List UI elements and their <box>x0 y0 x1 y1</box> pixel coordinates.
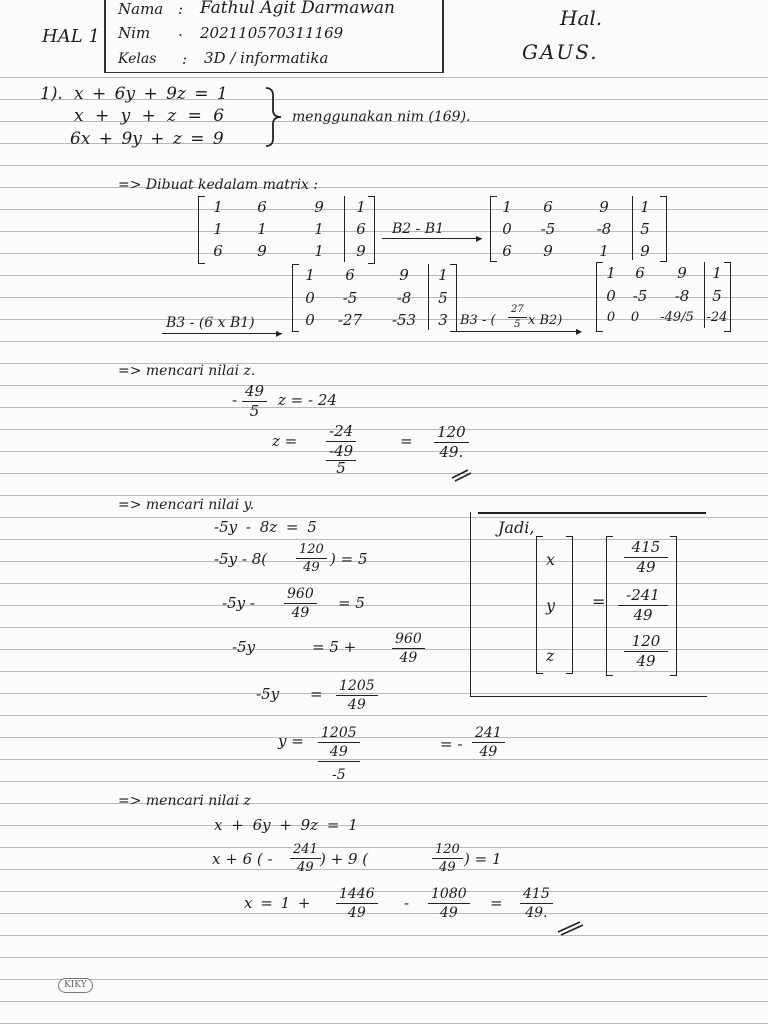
find-y-title: => mencari nilai y. <box>118 497 255 513</box>
matrix-1-separator <box>344 196 345 262</box>
class-value: 3D / informatika <box>204 49 329 67</box>
name-colon: : <box>178 0 184 18</box>
operation-1: B2 - B1 <box>392 221 445 237</box>
find-y-line6-equals: = - <box>440 735 463 753</box>
find-x-line2-pre: x + 6 ( - <box>212 850 273 868</box>
operation-1-arrow <box>382 238 482 239</box>
matrix-section-title: => Dibuat kedalam matrix : <box>118 177 319 193</box>
matrix-4-row-2: 0 -5 -8 5 <box>606 287 722 305</box>
find-y-line1: -5y - 8z = 5 <box>214 518 317 536</box>
find-z-line2-denominator-bottom: 5 <box>336 459 346 477</box>
find-z-result: $\frac{120}{49.}$ <box>434 425 469 460</box>
find-y-line2-pre: -5y - 8( <box>214 550 268 568</box>
find-x-title: => mencari nilai z <box>118 793 251 809</box>
find-y-line3-post: = 5 <box>338 594 365 612</box>
find-z-line1-fraction: $\frac{49}{5}$ <box>242 384 267 419</box>
find-y-line4-fraction: $\frac{960}{49}$ <box>392 632 425 665</box>
answer-z-value: $\frac{120}{49}$ <box>624 634 668 669</box>
answer-values-right-bracket <box>670 536 677 676</box>
class-label: Kelas <box>118 51 157 67</box>
find-y-line6-fraction: 1205 49 -5 <box>318 726 360 782</box>
method-note: menggunakan nim (169). <box>292 109 471 125</box>
equation-1: x + 6y + 9z = 1 <box>74 84 228 104</box>
matrix-3-separator <box>428 264 429 330</box>
matrix-4-row-3: 0 0 -49/5 -24 <box>606 310 728 325</box>
find-x-line3-equals: = <box>490 894 503 912</box>
find-y-line5-pre: -5y <box>256 685 280 703</box>
nim-separator: . <box>178 22 183 40</box>
operation-2: B3 - (6 x B1) <box>166 315 255 331</box>
matrix-4-right-bracket <box>724 262 731 332</box>
find-x-line2-fraction-1: $\frac{241}{49}$ <box>290 843 321 874</box>
find-x-line2-fraction-2: $\frac{120}{49}$ <box>432 843 463 874</box>
find-x-line2-post: ) = 1 <box>464 850 502 868</box>
nim-label: Nim <box>118 24 151 42</box>
find-x-line1: x + 6y + 9z = 1 <box>214 816 358 834</box>
find-z-line2-fraction: -24 -49 5 <box>326 424 356 476</box>
find-z-title: => mencari nilai z. <box>118 363 256 379</box>
matrix-3-row-3: 0 -27 -53 3 <box>305 311 448 329</box>
arrow-head-icon: ▸ <box>476 231 483 245</box>
brand-stamp: KIKY <box>58 978 93 993</box>
matrix-1-row-1: 1 6 9 1 <box>213 198 366 216</box>
matrix-4-row-1: 1 6 9 1 <box>606 264 722 282</box>
double-underline-icon <box>450 468 472 482</box>
operation-3-arrow <box>456 331 580 332</box>
matrix-3-row-1: 1 6 9 1 <box>305 266 448 284</box>
find-y-result: $\frac{241}{49}$ <box>472 726 505 759</box>
operation-3-suffix: x B2) <box>528 313 563 328</box>
find-y-line4-pre: -5y <box>232 638 256 656</box>
answer-var-y: y <box>546 596 556 615</box>
nim-value: 202110570311169 <box>200 24 344 42</box>
find-y-line3-fraction: $\frac{960}{49}$ <box>284 587 317 620</box>
answer-var-z: z <box>546 646 555 665</box>
name-label: Nama <box>118 0 164 18</box>
class-colon: : <box>182 50 188 68</box>
find-z-line2-denominator-top: -49 <box>326 444 356 461</box>
find-z-line1-rest: z = - 24 <box>278 391 337 409</box>
double-underline-icon <box>556 920 584 936</box>
problem-number: 1). <box>40 84 63 104</box>
matrix-2-row-2: 0 -5 -8 5 <box>502 220 650 238</box>
matrix-2-right-bracket <box>660 196 667 262</box>
find-z-line1-sign: - <box>232 391 238 409</box>
answer-values-left-bracket <box>606 536 613 676</box>
find-x-result: $\frac{415}{49.}$ <box>520 887 553 920</box>
method-title: GAUS. <box>522 40 599 64</box>
matrix-4-separator <box>704 262 705 328</box>
answer-equals: = <box>592 592 606 611</box>
arrow-head-icon: ▸ <box>576 324 583 338</box>
scribble-mark: Hal. <box>560 6 603 30</box>
name-value: Fathul Agit Darmawan <box>200 0 395 18</box>
matrix-1-row-3: 6 9 1 9 <box>213 242 366 260</box>
matrix-3-row-2: 0 -5 -8 5 <box>305 289 448 307</box>
matrix-1-right-bracket <box>368 196 375 264</box>
arrow-head-icon: ▸ <box>276 326 283 340</box>
page-label: HAL 1 <box>42 26 100 47</box>
find-x-line3-fraction-1: $\frac{1446}{49}$ <box>336 887 378 920</box>
find-y-line6-pre: y = <box>278 732 304 750</box>
operation-3-fraction: $\frac{27}{5}$ <box>508 305 527 330</box>
matrix-2-row-1: 1 6 9 1 <box>502 198 650 216</box>
header-divider-right <box>442 0 444 72</box>
curly-brace-icon <box>262 86 284 148</box>
find-x-line3-minus: - <box>404 894 410 912</box>
find-x-line3-pre: x = 1 + <box>244 894 311 912</box>
answer-vars-right-bracket <box>566 536 573 674</box>
find-y-line3-pre: -5y - <box>222 594 255 612</box>
find-x-line3-fraction-2: $\frac{1080}{49}$ <box>428 887 470 920</box>
operation-3-prefix: B3 - ( <box>460 313 496 328</box>
header-divider-left <box>104 0 106 72</box>
equation-2: x + y + z = 6 <box>74 106 225 126</box>
find-y-line5-equals: = <box>310 685 323 703</box>
find-y-line4-mid: = 5 + <box>312 638 357 656</box>
header-underline <box>104 72 444 73</box>
operation-2-arrow <box>162 333 282 334</box>
answer-var-x: x <box>546 550 556 569</box>
find-z-line2-equals: = <box>400 432 413 450</box>
answer-box-top <box>478 512 706 514</box>
find-y-line2-post: ) = 5 <box>330 550 368 568</box>
matrix-1-row-2: 1 1 1 6 <box>213 220 366 238</box>
equation-3: 6x + 9y + z = 9 <box>70 129 224 149</box>
matrix-3-right-bracket <box>450 264 457 332</box>
matrix-2-row-3: 6 9 1 9 <box>502 242 650 260</box>
answer-y-value: $\frac{-241}{49}$ <box>618 588 668 623</box>
answer-title: Jadi, <box>498 518 535 537</box>
find-x-line2-mid: ) + 9 ( <box>320 850 369 868</box>
find-y-line5-fraction: $\frac{1205}{49}$ <box>336 679 378 712</box>
answer-x-value: $\frac{415}{49}$ <box>624 540 668 575</box>
matrix-2-separator <box>632 196 633 260</box>
answer-vars-left-bracket <box>536 536 543 674</box>
find-z-line2-lhs: z = <box>272 432 298 450</box>
find-y-line2-fraction: $\frac{120}{49}$ <box>296 543 327 574</box>
